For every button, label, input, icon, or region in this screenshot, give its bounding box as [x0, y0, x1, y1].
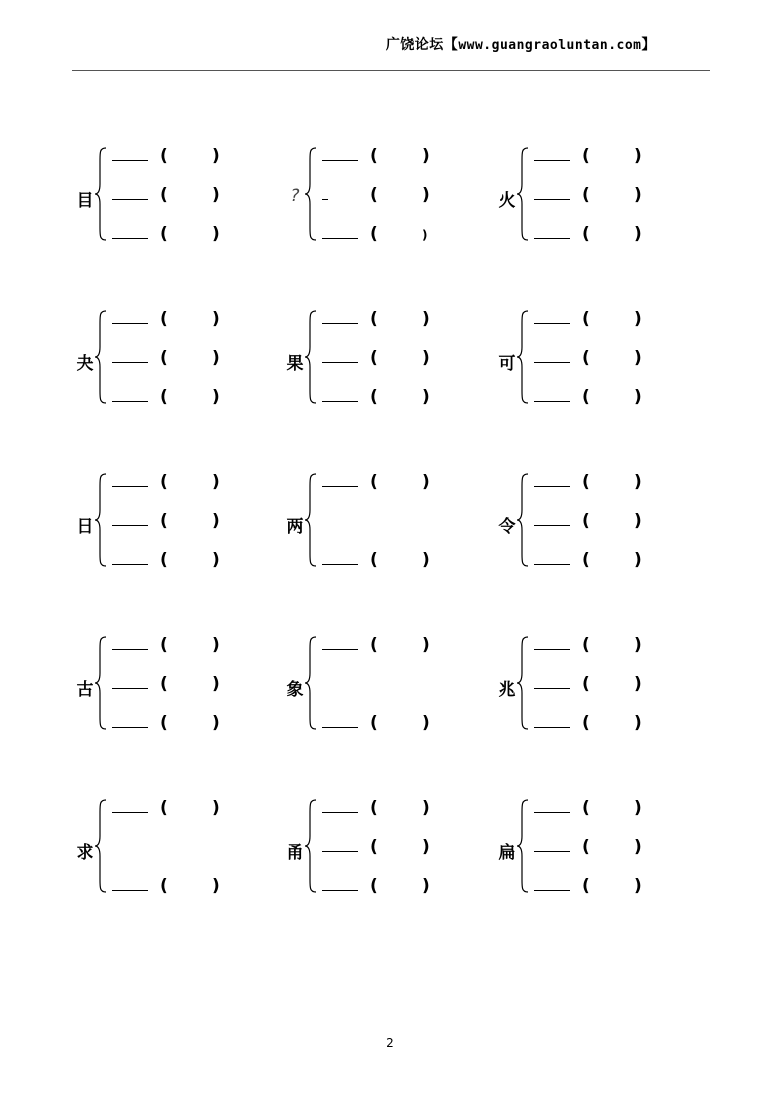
- fill-blank[interactable]: [112, 486, 148, 487]
- curly-brace-icon: [304, 146, 318, 242]
- exercise-cell: [284, 301, 484, 421]
- base-character: 可: [498, 354, 516, 374]
- fill-blank[interactable]: [112, 323, 148, 324]
- paren-open: (: [370, 713, 378, 733]
- paren-open: (: [160, 472, 168, 492]
- answer-line: [322, 550, 502, 574]
- answer-line: [112, 224, 292, 248]
- header-site: 广饶论坛【: [385, 37, 459, 53]
- answer-line: [112, 472, 292, 496]
- base-character: 夬: [76, 354, 94, 374]
- paren-close: ): [422, 228, 428, 242]
- answer-line: [534, 309, 714, 333]
- curly-brace-icon: [516, 635, 530, 731]
- exercise-cell: [74, 301, 274, 421]
- exercise-cell: [74, 464, 274, 584]
- fill-blank[interactable]: [534, 727, 570, 728]
- paren-close: ): [634, 635, 642, 655]
- answer-line: [534, 550, 714, 574]
- answer-line: [534, 511, 714, 535]
- curly-brace-icon: [94, 309, 108, 405]
- curly-brace-icon: [94, 146, 108, 242]
- answer-line: [322, 146, 502, 170]
- answer-line: [112, 798, 292, 822]
- base-character: 扁: [498, 843, 516, 863]
- base-character: 求: [76, 843, 94, 863]
- exercise-cell: [284, 790, 484, 910]
- fill-blank[interactable]: [534, 362, 570, 363]
- paren-open: (: [160, 550, 168, 570]
- paren-open: (: [370, 387, 378, 407]
- fill-blank[interactable]: [112, 199, 148, 200]
- answer-line: [112, 876, 292, 900]
- fill-blank[interactable]: [112, 727, 148, 728]
- answer-line: [112, 309, 292, 333]
- fill-blank[interactable]: [112, 564, 148, 565]
- exercise-cell: [284, 627, 484, 747]
- answer-line: [322, 837, 502, 861]
- curly-brace-icon: [516, 798, 530, 894]
- fill-blank[interactable]: [322, 160, 358, 161]
- header-url: www.guangraoluntan.com: [458, 38, 642, 53]
- paren-close: ): [634, 472, 642, 492]
- curly-brace-icon: [304, 472, 318, 568]
- paren-open: (: [582, 674, 590, 694]
- paren-close: ): [634, 798, 642, 818]
- fill-blank[interactable]: [322, 727, 358, 728]
- fill-blank[interactable]: [322, 564, 358, 565]
- paren-open: (: [582, 713, 590, 733]
- exercise-cell: [284, 464, 484, 584]
- answer-line: [322, 348, 502, 372]
- paren-open: (: [582, 185, 590, 205]
- answer-line: [534, 472, 714, 496]
- paren-close: ): [212, 635, 220, 655]
- paren-close: ): [422, 348, 430, 368]
- paren-open: (: [370, 224, 378, 244]
- base-character: 目: [76, 191, 94, 211]
- paren-close: ): [212, 876, 220, 896]
- answer-line: [322, 876, 502, 900]
- paren-close: ): [212, 713, 220, 733]
- paren-open: (: [582, 876, 590, 896]
- header-rule: [72, 70, 710, 71]
- paren-close: ): [422, 876, 430, 896]
- paren-close: ): [422, 472, 430, 492]
- paren-open: (: [582, 309, 590, 329]
- paren-open: (: [370, 348, 378, 368]
- paren-open: (: [160, 635, 168, 655]
- paren-close: ): [422, 798, 430, 818]
- paren-open: (: [160, 348, 168, 368]
- answer-line: [534, 146, 714, 170]
- paren-open: (: [582, 511, 590, 531]
- curly-brace-icon: [304, 798, 318, 894]
- fill-blank[interactable]: [112, 238, 148, 239]
- answer-line: [112, 387, 292, 411]
- exercise-cell: [74, 790, 274, 910]
- paren-open: (: [582, 635, 590, 655]
- paren-open: (: [160, 798, 168, 818]
- paren-open: (: [160, 713, 168, 733]
- paren-close: ): [212, 550, 220, 570]
- paren-close: ): [212, 674, 220, 694]
- answer-line: [534, 674, 714, 698]
- paren-close: ): [422, 185, 430, 205]
- exercise-cell: [74, 138, 274, 258]
- paren-close: ): [634, 387, 642, 407]
- answer-line: [112, 511, 292, 535]
- answer-line: [534, 387, 714, 411]
- curly-brace-icon: [516, 472, 530, 568]
- paren-open: (: [160, 185, 168, 205]
- fill-blank[interactable]: [534, 688, 570, 689]
- paren-open: (: [160, 387, 168, 407]
- curly-brace-icon: [304, 635, 318, 731]
- answer-line: [112, 713, 292, 737]
- paren-close: ): [422, 550, 430, 570]
- header-bracket: 】: [641, 37, 656, 53]
- answer-line: [534, 798, 714, 822]
- curly-brace-icon: [94, 798, 108, 894]
- base-character: 火: [498, 191, 516, 211]
- page-number: 2: [386, 1036, 394, 1050]
- paren-open: (: [370, 876, 378, 896]
- answer-line: [534, 224, 714, 248]
- paren-open: (: [370, 472, 378, 492]
- exercise-cell: [284, 138, 484, 258]
- curly-brace-icon: [94, 472, 108, 568]
- answer-line: [322, 185, 502, 209]
- exercise-cell: [74, 627, 274, 747]
- paren-open: (: [582, 837, 590, 857]
- paren-close: ): [634, 309, 642, 329]
- page-header: [386, 34, 656, 54]
- paren-open: (: [582, 224, 590, 244]
- paren-open: (: [370, 635, 378, 655]
- paren-close: ): [634, 511, 642, 531]
- answer-line: [322, 224, 502, 248]
- paren-open: (: [370, 837, 378, 857]
- paren-close: ): [212, 348, 220, 368]
- base-character: 日: [76, 517, 94, 537]
- fill-blank[interactable]: [534, 401, 570, 402]
- answer-line: [112, 674, 292, 698]
- paren-close: ): [422, 146, 430, 166]
- fill-blank[interactable]: [534, 649, 570, 650]
- fill-blank[interactable]: [534, 890, 570, 891]
- fill-blank[interactable]: [322, 812, 358, 813]
- paren-close: ): [212, 387, 220, 407]
- paren-close: ): [422, 309, 430, 329]
- curly-brace-icon: [516, 309, 530, 405]
- paren-open: (: [582, 472, 590, 492]
- paren-open: (: [370, 798, 378, 818]
- fill-blank[interactable]: [112, 525, 148, 526]
- answer-line: [534, 635, 714, 659]
- paren-open: (: [582, 798, 590, 818]
- paren-close: ): [634, 185, 642, 205]
- paren-close: ): [634, 876, 642, 896]
- fill-blank[interactable]: [534, 238, 570, 239]
- paren-open: (: [370, 550, 378, 570]
- paren-open: (: [370, 185, 378, 205]
- answer-line: [322, 798, 502, 822]
- paren-close: ): [212, 309, 220, 329]
- paren-close: ): [634, 674, 642, 694]
- fill-blank[interactable]: [322, 649, 358, 650]
- fill-blank[interactable]: [322, 851, 358, 852]
- fill-blank[interactable]: [112, 812, 148, 813]
- base-character: 古: [76, 680, 94, 700]
- base-character: 兆: [498, 680, 516, 700]
- answer-line: [112, 348, 292, 372]
- fill-blank[interactable]: [534, 160, 570, 161]
- answer-line: [534, 713, 714, 737]
- base-character: ?: [290, 186, 300, 206]
- answer-line: [534, 348, 714, 372]
- fill-blank[interactable]: [322, 238, 358, 239]
- fill-blank[interactable]: [112, 890, 148, 891]
- answer-line: [322, 472, 502, 496]
- paren-open: (: [160, 674, 168, 694]
- answer-line: [322, 309, 502, 333]
- paren-close: ): [212, 472, 220, 492]
- paren-close: ): [634, 837, 642, 857]
- paren-open: (: [160, 224, 168, 244]
- exercise-cell: [496, 301, 696, 421]
- exercise-cell: [496, 627, 696, 747]
- paren-close: ): [422, 837, 430, 857]
- fill-blank[interactable]: [534, 323, 570, 324]
- paren-open: (: [370, 309, 378, 329]
- fill-blank[interactable]: [534, 851, 570, 852]
- base-character: 两: [286, 517, 304, 537]
- fill-blank[interactable]: [322, 199, 328, 200]
- fill-blank[interactable]: [534, 564, 570, 565]
- paren-close: ): [634, 550, 642, 570]
- answer-line: [322, 713, 502, 737]
- fill-blank[interactable]: [112, 401, 148, 402]
- paren-open: (: [160, 511, 168, 531]
- paren-open: (: [370, 146, 378, 166]
- paren-close: ): [634, 713, 642, 733]
- paren-open: (: [582, 348, 590, 368]
- paren-open: (: [582, 146, 590, 166]
- paren-close: ): [422, 713, 430, 733]
- base-character: 果: [286, 354, 304, 374]
- answer-line: [112, 550, 292, 574]
- paren-close: ): [422, 635, 430, 655]
- paren-open: (: [582, 387, 590, 407]
- paren-close: ): [212, 511, 220, 531]
- fill-blank[interactable]: [112, 362, 148, 363]
- base-character: 象: [286, 680, 304, 700]
- paren-close: ): [634, 146, 642, 166]
- base-character: 甬: [286, 843, 304, 863]
- answer-line: [534, 876, 714, 900]
- fill-blank[interactable]: [534, 486, 570, 487]
- fill-blank[interactable]: [534, 525, 570, 526]
- paren-close: ): [212, 146, 220, 166]
- paren-close: ): [634, 224, 642, 244]
- paren-close: ): [422, 387, 430, 407]
- answer-line: [112, 635, 292, 659]
- curly-brace-icon: [94, 635, 108, 731]
- base-character: 令: [498, 517, 516, 537]
- answer-line: [112, 146, 292, 170]
- answer-line: [534, 837, 714, 861]
- paren-open: (: [160, 309, 168, 329]
- paren-open: (: [582, 550, 590, 570]
- fill-blank[interactable]: [322, 890, 358, 891]
- answer-line: [322, 387, 502, 411]
- exercise-cell: [496, 790, 696, 910]
- fill-blank[interactable]: [322, 362, 358, 363]
- fill-blank[interactable]: [112, 160, 148, 161]
- fill-blank[interactable]: [112, 688, 148, 689]
- paren-open: (: [160, 876, 168, 896]
- exercise-cell: [496, 464, 696, 584]
- answer-line: [112, 185, 292, 209]
- paren-close: ): [212, 185, 220, 205]
- paren-close: ): [634, 348, 642, 368]
- curly-brace-icon: [516, 146, 530, 242]
- paren-open: (: [160, 146, 168, 166]
- exercise-cell: [496, 138, 696, 258]
- answer-line: [534, 185, 714, 209]
- fill-blank[interactable]: [534, 199, 570, 200]
- fill-blank[interactable]: [534, 812, 570, 813]
- fill-blank[interactable]: [322, 323, 358, 324]
- fill-blank[interactable]: [322, 486, 358, 487]
- fill-blank[interactable]: [112, 649, 148, 650]
- paren-close: ): [212, 224, 220, 244]
- fill-blank[interactable]: [322, 401, 358, 402]
- answer-line: [322, 635, 502, 659]
- paren-close: ): [212, 798, 220, 818]
- curly-brace-icon: [304, 309, 318, 405]
